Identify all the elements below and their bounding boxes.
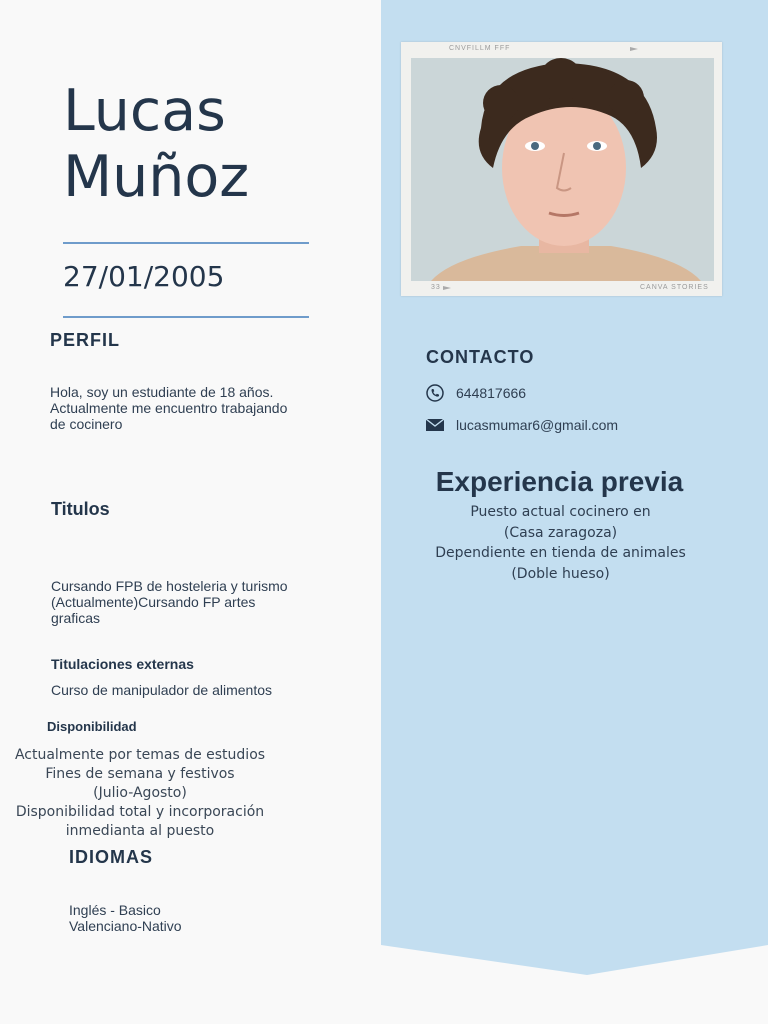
contact-email: [426, 417, 618, 433]
perfil-line: Actualmente me encuentro trabajando: [50, 400, 288, 416]
disponibilidad-line: (Julio-Agosto): [93, 785, 187, 801]
email-address[interactable]: lucasmumar6@gmail.com: [456, 417, 619, 433]
first-name: Lucas: [63, 78, 226, 144]
frame-bottom-left-label: 33: [431, 284, 441, 291]
titulos-text: [51, 578, 288, 626]
idiomas-text: [69, 902, 182, 934]
frame-top-arrow-icon: [630, 46, 640, 52]
frame-bottom-right-label: CANVA STORIES: [640, 284, 709, 291]
titulos-heading: Titulos: [51, 499, 110, 519]
profile-photo: [411, 58, 714, 281]
disponibilidad-line: inmedianta al puesto: [65, 823, 215, 839]
experiencia-line: (Doble hueso): [511, 565, 610, 582]
phone-number[interactable]: 644817666: [456, 385, 527, 401]
phone-icon: [426, 384, 444, 402]
titulaciones-heading: Titulaciones externas: [51, 656, 194, 672]
titulos-line: Cursando FPB de hosteleria y turismo: [51, 578, 288, 594]
perfil-line: Hola, soy un estudiante de 18 años.: [50, 384, 274, 400]
disponibilidad-line: Disponibilidad total y incorporación: [15, 804, 265, 820]
perfil-text: [50, 384, 287, 432]
disponibilidad-line: Actualmente por temas de estudios: [14, 747, 266, 763]
disponibilidad-heading: Disponibilidad: [47, 719, 137, 734]
frame-top-label: CNVFILLM FFF: [449, 45, 511, 52]
titulos-line: graficas: [51, 610, 101, 626]
envelope-icon: [426, 418, 444, 432]
portrait-illustration: [411, 58, 714, 281]
date-of-birth: 27/01/2005: [63, 260, 225, 293]
experiencia-line: Puesto actual cocinero en: [470, 504, 651, 520]
titulaciones-text: Curso de manipulador de alimentos: [51, 682, 273, 698]
experiencia-line: (Casa zaragoza): [503, 524, 618, 541]
divider-bottom: [63, 316, 309, 318]
candidate-name: [63, 78, 249, 210]
idiomas-heading: IDIOMAS: [69, 847, 154, 867]
disponibilidad-line: Fines de semana y festivos: [45, 766, 235, 782]
profile-photo-frame: [401, 42, 722, 296]
idioma-line: Valenciano-Nativo: [69, 918, 182, 934]
contact-phone: [426, 384, 526, 402]
experiencia-text: [407, 502, 714, 584]
last-name: Muñoz: [63, 144, 250, 210]
disponibilidad-text: [10, 746, 270, 841]
frame-bottom-arrow-icon: [443, 285, 453, 291]
perfil-heading: PERFIL: [50, 330, 121, 350]
idioma-line: Inglés - Basico: [69, 902, 161, 918]
perfil-line: de cocinero: [50, 416, 123, 432]
contacto-heading: CONTACTO: [426, 347, 535, 367]
titulos-line: (Actualmente)Cursando FP artes: [51, 594, 256, 610]
experiencia-line: Dependiente en tienda de animales: [435, 545, 686, 561]
divider-top: [63, 242, 309, 244]
experiencia-heading: Experiencia previa: [435, 466, 684, 497]
